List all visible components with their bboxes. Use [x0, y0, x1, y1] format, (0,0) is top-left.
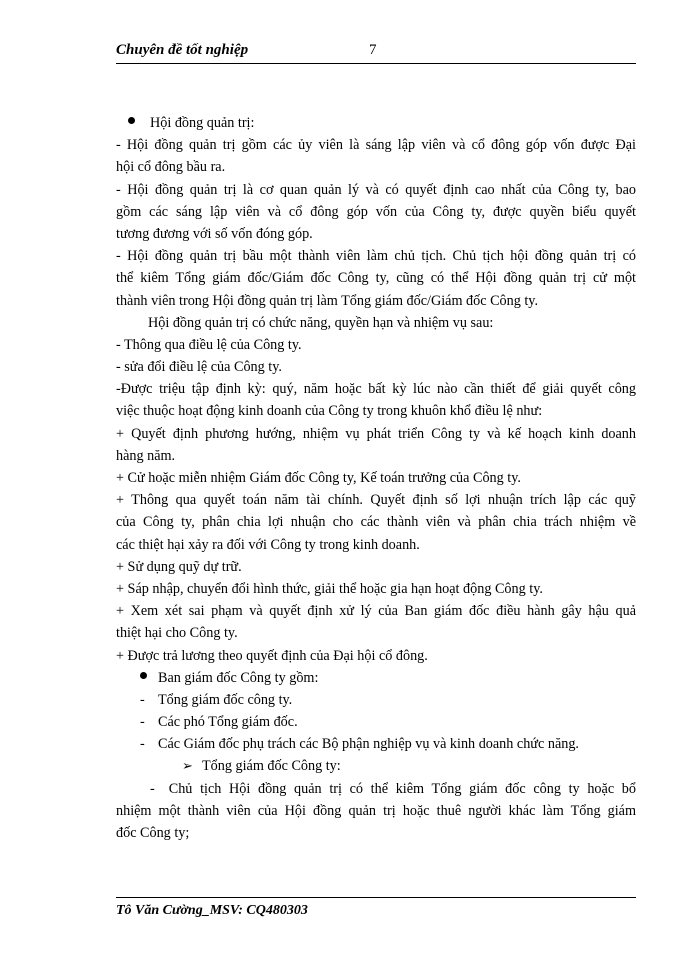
- paragraph-line: thể kiêm Tổng giám đốc/Giám đốc Công ty, cũng có thể Hội đồng quản trị cử một: [116, 270, 636, 287]
- paragraph-text: Các phó Tổng giám đốc.: [158, 714, 298, 731]
- dash-marker: -: [140, 691, 145, 708]
- paragraph-line: [116, 778, 636, 800]
- footer-author: Tô Văn Cường_MSV: CQ480303: [116, 903, 308, 918]
- paragraph-line: việc thuộc hoạt động kinh doanh của Công ty trong khuôn khổ điều lệ như:: [116, 403, 543, 420]
- paragraph-line: đốc Công ty;: [116, 825, 190, 841]
- paragraph-line: - sửa đổi điều lệ của Công ty.: [116, 359, 282, 376]
- dash-list-item: [116, 711, 636, 733]
- arrow-list-item: [116, 755, 636, 777]
- paragraph-line: - Hội đồng quản trị là cơ quan quản lý và có quyết định cao nhất của Công ty, bao: [116, 181, 636, 198]
- paragraph-line: + Được trả lương theo quyết định của Đại hội cổ đông.: [116, 647, 428, 664]
- paragraph-line: nhiệm một thành viên của Hội đồng quản trị hoặc thuê người khác làm Tổng giám: [116, 802, 636, 819]
- footer-divider: [116, 897, 636, 898]
- bullet-heading: [116, 667, 636, 689]
- dash-marker: -: [140, 736, 145, 753]
- paragraph-line: thiệt hại cho Công ty.: [116, 625, 238, 642]
- paragraph-line: + Sáp nhập, chuyển đổi hình thức, giải thể hoặc gia hạn hoạt động Công ty.: [116, 580, 543, 597]
- document-body: [116, 112, 636, 844]
- paragraph-line: + Quyết định phương hướng, nhiệm vụ phát triển Công ty và kế hoạch kinh doanh: [116, 425, 636, 442]
- paragraph-line: + Thông qua quyết toán năm tài chính. Quyết định số lợi nhuận trích lập các quỹ: [116, 492, 636, 509]
- bullet-dot-icon: [128, 117, 135, 124]
- paragraph-line: -Được triệu tập định kỳ: quý, năm hoặc bất kỳ lúc nào cần thiết để giải quyết công: [116, 381, 636, 398]
- dash-marker: -: [140, 714, 145, 731]
- paragraph-text: Hội đồng quản trị có chức năng, quyền hạn và nhiệm vụ sau:: [148, 314, 494, 331]
- paragraph-line: - Hội đồng quản trị bầu một thành viên làm chủ tịch. Chủ tịch hội đồng quản trị có: [116, 248, 636, 265]
- paragraph-line: hội cổ đông bầu ra.: [116, 159, 226, 176]
- paragraph-line: + Cử hoặc miễn nhiệm Giám đốc Công ty, Kế toán trưởng của Công ty.: [116, 470, 521, 486]
- header-divider: [116, 63, 636, 64]
- arrow-bullet-icon: ➢: [182, 758, 193, 774]
- dash-list-item: [116, 689, 636, 711]
- page-header: [116, 40, 636, 62]
- paragraph-line: - Thông qua điều lệ của Công ty.: [116, 336, 302, 353]
- paragraph-line: các thiệt hại xảy ra đối với Công ty trong kinh doanh.: [116, 536, 420, 553]
- bullet-dot-icon: [140, 672, 147, 679]
- dash-list-item: [116, 733, 636, 755]
- paragraph-line: + Sử dụng quỹ dự trữ.: [116, 558, 242, 575]
- paragraph-text: Các Giám đốc phụ trách các Bộ phận nghiệp vụ và kinh doanh chức năng.: [158, 736, 579, 753]
- paragraph-line: của Công ty, phân chia lợi nhuận cho các thành viên và phân chia trách nhiệm về: [116, 514, 636, 531]
- page-number: 7: [369, 42, 377, 58]
- paragraph-line: hàng năm.: [116, 447, 176, 464]
- paragraph-text: Tổng giám đốc công ty.: [158, 691, 293, 708]
- paragraph-line: + Xem xét sai phạm và quyết định xử lý của Ban giám đốc điều hành gây hậu quả: [116, 603, 636, 620]
- paragraph-line: gồm các sáng lập viên và cổ đông góp vốn của Công ty, được quyền biểu quyết: [116, 203, 636, 220]
- paragraph-text: Tổng giám đốc Công ty:: [202, 758, 341, 775]
- paragraph-line: thành viên trong Hội đồng quản trị làm Tổng giám đốc/Giám đốc Công ty.: [116, 292, 539, 309]
- paragraph-line: [116, 312, 636, 334]
- header-title: Chuyên đề tốt nghiệp: [116, 42, 249, 58]
- paragraph-line: tương đương với số vốn đóng góp.: [116, 225, 313, 242]
- paragraph-text: Ban giám đốc Công ty gồm:: [158, 669, 319, 686]
- bullet-heading: [116, 112, 636, 134]
- paragraph-text: Hội đồng quản trị:: [150, 115, 255, 131]
- dash-marker: -: [150, 780, 155, 797]
- paragraph-text: Chủ tịch Hội đồng quản trị có thể kiêm Tổng giám đốc công ty hoặc bổ: [168, 780, 636, 797]
- paragraph-line: - Hội đồng quản trị gồm các ủy viên là sáng lập viên và cổ đông góp vốn được Đại: [116, 137, 636, 154]
